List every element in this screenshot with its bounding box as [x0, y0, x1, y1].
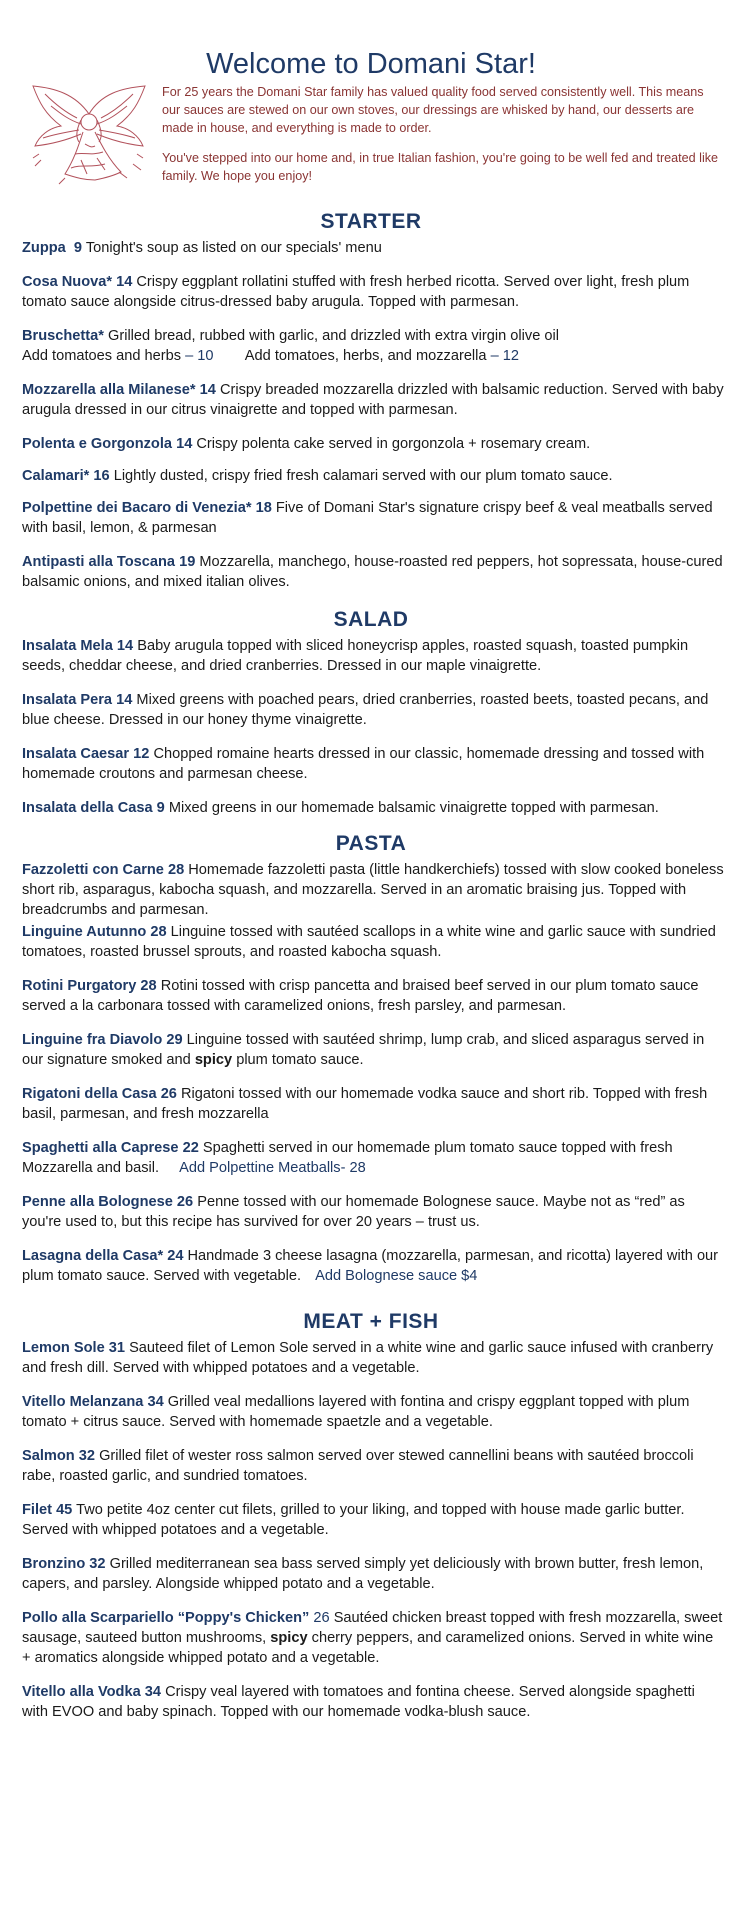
menu-item: Lasagna della Casa* 24 Handmade 3 cheese lasagna (mozzarella, parmesan, and ricotta) layered with our plum tomato sauce. Served with vegetable. Add Bolognese sauce $4	[22, 1248, 719, 1284]
menu-item: Calamari* 16 Lightly dusted, crispy fried fresh calamari served with our plum tomato sauce.	[22, 468, 613, 484]
menu-item: Pollo alla Scarpariello “Poppy's Chicken” 26 Sautéed chicken breast topped with fresh mozzarella, sweet sausage, sauteed button mushrooms, spicy cherry peppers, and caramelized onions. Served in white wine + aromatics alongside whipped potato and a vegetable.	[22, 1610, 723, 1666]
intro	[162, 83, 722, 197]
angel-sketch-icon	[25, 84, 153, 188]
menu-item: Insalata Mela 14 Baby arugula topped with sliced honeycrisp apples, roasted squash, toasted pumpkin seeds, cheddar cheese, and dried cranberries. Dressed in our maple vinaigrette.	[22, 638, 689, 674]
menu-item: Insalata Pera 14 Mixed greens with poached pears, dried cranberries, roasted beets, toasted pecans, and blue cheese. Dressed in our honey thyme vinaigrette.	[22, 692, 709, 728]
menu-item: Vitello Melanzana 34 Grilled veal medallions layered with fontina and crispy eggplant topped with plum tomato + citrus sauce. Served with homemade spaetzle and a vegetable.	[22, 1394, 690, 1430]
menu-item: Polpettine dei Bacaro di Venezia* 18 Five of Domani Star's signature crispy beef & veal meatballs served with basil, lemon, & parmesan	[22, 500, 713, 536]
menu-item: Bruschetta* Grilled bread, rubbed with garlic, and drizzled with extra virgin olive oil Add tomatoes and herbs – 10 Add tomatoes, herbs, and mozzarella – 12	[22, 328, 559, 364]
menu-item: Rotini Purgatory 28 Rotini tossed with crisp pancetta and braised beef served in our plum tomato sauce served a la carbonara tossed with caramelized onions, fresh parsley, and parmesan.	[22, 978, 699, 1014]
page-title: Welcome to Domani Star!	[206, 48, 536, 80]
section-meat-fish: MEAT + FISH	[303, 1310, 439, 1333]
section-salad: SALAD	[333, 608, 409, 631]
menu-item: Zuppa 9 Tonight's soup as listed on our specials' menu	[22, 240, 382, 256]
menu-item: Bronzino 32 Grilled mediterranean sea bass served simply yet deliciously with brown butter, fresh lemon, capers, and parsley. Alongside whipped potato and a vegetable.	[22, 1556, 704, 1592]
menu-item: Linguine Autunno 28 Linguine tossed with sautéed scallops in a white wine and garlic sauce with sundried tomatoes, roasted brussel sprouts, and roasted kabocha squash.	[22, 924, 716, 960]
menu-item: Mozzarella alla Milanese* 14 Crispy breaded mozzarella drizzled with balsamic reduction. Served with baby arugula dressed in our citrus vinaigrette and topped with parmesan.	[22, 382, 724, 418]
menu-item: Antipasti alla Toscana 19 Mozzarella, manchego, house-roasted red peppers, hot sopressata, house-cured balsamic onions, and mixed italian olives.	[22, 554, 723, 590]
menu-item: Penne alla Bolognese 26 Penne tossed with our homemade Bolognese sauce. Maybe not as “red” as you're used to, but this recipe has survived for over 20 years – trust us.	[22, 1194, 685, 1230]
menu-item: Salmon 32 Grilled filet of wester ross salmon served over stewed cannellini beans with sautéed broccoli rabe, roasted garlic, and sundried tomatoes.	[22, 1448, 694, 1484]
intro-paragraph-1: For 25 years the Domani Star family has valued quality food served consistently well. This means our sauces are stewed on our own stoves, our dressings are whisked by hand, our desserts are made in house, and everything is made to order.	[162, 85, 704, 135]
menu-item: Insalata della Casa 9 Mixed greens in our homemade balsamic vinaigrette topped with parmesan.	[22, 800, 659, 816]
menu-item: Vitello alla Vodka 34 Crispy veal layered with tomatoes and fontina cheese. Served alongside spaghetti with EVOO and baby spinach. Topped with our homemade vodka-blush sauce.	[22, 1684, 695, 1720]
section-pasta: PASTA	[335, 832, 407, 855]
menu-item: Insalata Caesar 12 Chopped romaine hearts dressed in our classic, homemade dressing and tossed with homemade croutons and parmesan cheese.	[22, 746, 705, 782]
menu-item: Lemon Sole 31 Sauteed filet of Lemon Sole served in a white wine and garlic sauce infused with cranberry and fresh dill. Served with whipped potatoes and a vegetable.	[22, 1340, 714, 1376]
menu-item: Filet 45 Two petite 4oz center cut filets, grilled to your liking, and topped with house made garlic butter. Served with whipped potatoes and a vegetable.	[22, 1502, 685, 1538]
intro-paragraph-2: You've stepped into our home and, in true Italian fashion, you're going to be well fed and treated like family. We hope you enjoy!	[162, 151, 719, 183]
menu-item: Spaghetti alla Caprese 22 Spaghetti served in our homemade plum tomato sauce topped with fresh Mozzarella and basil. Add Polpettine Meatballs- 28	[22, 1140, 673, 1176]
menu-item: Rigatoni della Casa 26 Rigatoni tossed with our homemade vodka sauce and short rib. Topped with fresh basil, parmesan, and fresh mozzarella	[22, 1086, 708, 1122]
menu-item: Linguine fra Diavolo 29 Linguine tossed with sautéed shrimp, lump crab, and sliced asparagus served in our signature smoked and spicy plum tomato sauce.	[22, 1032, 705, 1068]
menu-item: Cosa Nuova* 14 Crispy eggplant rollatini stuffed with fresh herbed ricotta. Served over light, fresh plum tomato sauce alongside citrus-dressed baby arugula. Topped with parmesan.	[22, 274, 690, 310]
menu-item: Fazzoletti con Carne 28 Homemade fazzoletti pasta (little handkerchiefs) tossed with slow cooked boneless short rib, asparagus, kabocha squash, and mozzarella. Served in an aromatic braising jus. Topped with breadcrumbs and parmesan.	[22, 862, 724, 918]
section-starter: STARTER	[320, 210, 422, 233]
menu-item: Polenta e Gorgonzola 14 Crispy polenta cake served in gorgonzola + rosemary cream.	[22, 436, 591, 452]
